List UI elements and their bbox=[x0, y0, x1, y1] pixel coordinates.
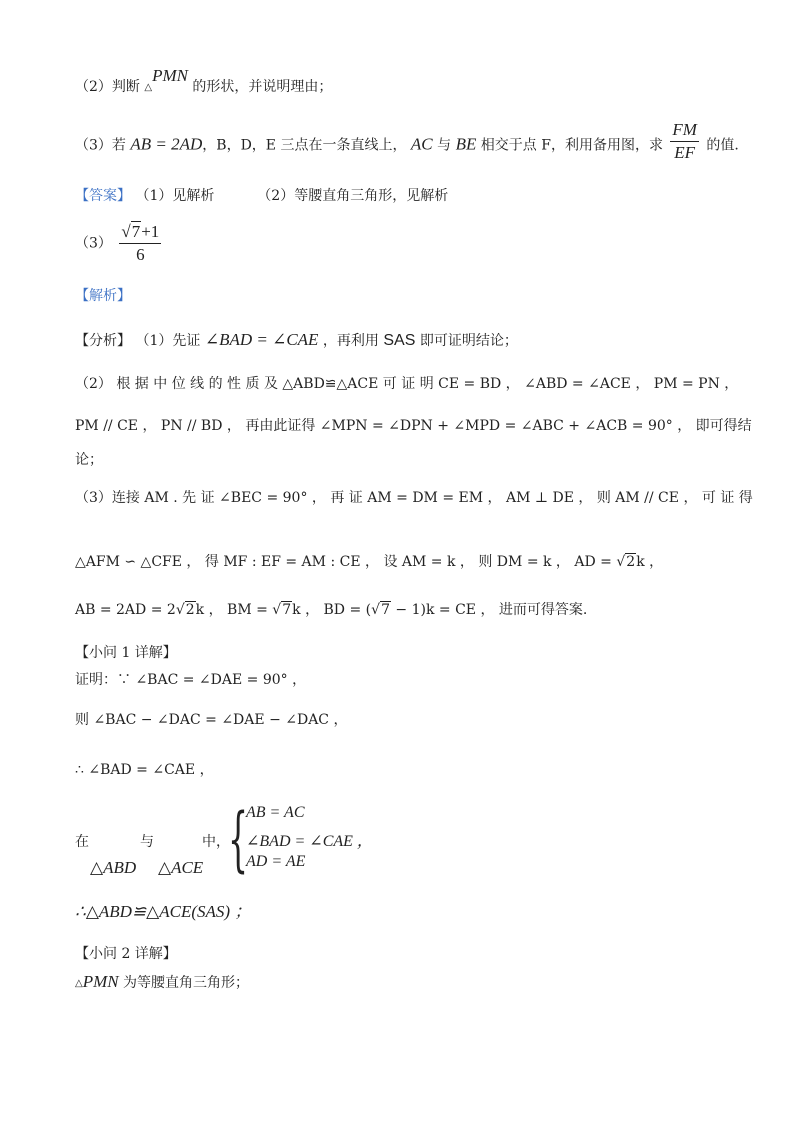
sub2-line bbox=[75, 972, 249, 994]
left-brace-icon: { bbox=[228, 798, 249, 880]
sub1-step-3-text: ∴ ∠BAD = ∠CAE ， bbox=[75, 762, 214, 778]
para2-line-2 bbox=[75, 416, 752, 436]
sub1-step-2-text: 则 ∠BAC − ∠DAC = ∠DAE − ∠DAC ， bbox=[75, 712, 348, 728]
triangle-icon: △ bbox=[144, 82, 153, 93]
fenxi-text-1: （1）先证 bbox=[135, 333, 201, 349]
q3-frac-num: FM bbox=[670, 120, 699, 142]
question-3 bbox=[75, 120, 739, 167]
answer-part-3 bbox=[75, 222, 164, 265]
system-row-1: AB = AC bbox=[246, 804, 305, 821]
q3-text-3: 相交于点 F，利用备用图，求 bbox=[480, 137, 663, 154]
para3-text-3d: − 1)k = CE ， 进而可得答案. bbox=[390, 602, 588, 618]
q3-be: BE bbox=[455, 134, 477, 154]
fenxi-math: ∠BAD = ∠CAE bbox=[204, 330, 319, 349]
fenxi-line bbox=[75, 330, 518, 351]
q2-text: 的形状，并说明理由； bbox=[192, 79, 333, 95]
fenxi-tag: 【分析】 bbox=[75, 333, 131, 349]
sqrt-radicand: 2 bbox=[185, 602, 195, 618]
triangle-icon: △ bbox=[75, 978, 83, 989]
answer-part-2: （2）等腰直角三角形，见解析 bbox=[257, 188, 449, 204]
sub2-text: 为等腰直角三角形； bbox=[123, 975, 250, 991]
answer-part-3-number: （3） bbox=[75, 235, 112, 252]
q3-text-2: 与 bbox=[437, 137, 452, 154]
q3-text-1: ，B，D，E 三点在一条直线上， bbox=[202, 137, 407, 154]
sub1-tag-text: 【小问 1 详解】 bbox=[75, 645, 177, 661]
answer-line bbox=[75, 186, 448, 206]
sub1-zai bbox=[75, 832, 89, 852]
para2-text-1: （2） 根 据 中 位 线 的 性 质 及 △ABD≌△ACE 可 证 明 CE = BD ， ∠ABD = ∠ACE ， PM = PN ， bbox=[75, 376, 739, 392]
sub1-step-3 bbox=[75, 760, 214, 780]
sub1-step-2 bbox=[75, 710, 347, 730]
sub1-tag bbox=[75, 643, 177, 663]
answer-part-1: （1）见解析 bbox=[135, 188, 215, 204]
frac-num-tail: +1 bbox=[141, 222, 160, 241]
analysis-tag-text: 【解析】 bbox=[75, 288, 131, 304]
sqrt-radicand: 7 bbox=[381, 602, 390, 618]
system-row-3: AD = AE bbox=[246, 853, 306, 870]
equation-system bbox=[226, 798, 373, 880]
para2-line-1 bbox=[75, 374, 738, 394]
sub2-tag bbox=[75, 944, 177, 964]
para2-text-2: PM // CE ， PN // BD ， 再由此证得 ∠MPN = ∠DPN + ∠MPD = ∠ABC + ∠ACB = 90° ， 即可得结 bbox=[75, 418, 752, 434]
fenxi-text-2: ，再利用 bbox=[322, 333, 379, 349]
sqrt-radicand: 7 bbox=[282, 602, 292, 618]
q2-number: （2）判断 bbox=[75, 79, 140, 95]
sub1-zhong-text: 中， bbox=[202, 834, 230, 850]
sub1-conclusion bbox=[75, 902, 251, 923]
q3-fraction bbox=[670, 120, 699, 163]
answer-frac-den: 6 bbox=[136, 245, 145, 264]
sub1-zai-text: 在 bbox=[75, 834, 89, 850]
sub2-tag-text: 【小问 2 详解】 bbox=[75, 946, 177, 962]
sub1-tri-2 bbox=[158, 858, 203, 878]
sub1-tri-2-text: △ACE bbox=[158, 858, 204, 877]
q3-ac: AC bbox=[410, 134, 433, 154]
sub1-proof-text: 证明：∵ ∠BAC = ∠DAE = 90° ， bbox=[75, 672, 307, 688]
fenxi-text-3: 即可证明结论； bbox=[419, 333, 518, 349]
q2-expr: PMN bbox=[152, 66, 188, 85]
para3-line-2: △AFM ∽ △CFE ， 得 MF : EF = AM : CE ， 设 AM = k ， 则 DM = k ， AD = √2k ， bbox=[75, 554, 664, 570]
question-2 bbox=[75, 66, 333, 98]
para3-line-1 bbox=[75, 488, 753, 508]
para3-text-2b: k ， bbox=[636, 554, 664, 570]
para3-text-1: （3）连接 AM . 先 证 ∠BEC = 90° ， 再 证 AM = DM = EM ， AM ⊥ DE ， 则 AM // CE ， 可 证 得 bbox=[75, 490, 753, 506]
para3-line-3: AB = 2AD = 2√2k ， BM = √7k ， BD = (√7 − 1)k = CE ， 进而可得答案. bbox=[75, 602, 588, 618]
q3-frac-den: EF bbox=[674, 143, 696, 162]
q3-number: （3）若 bbox=[75, 137, 126, 154]
para2-line-3 bbox=[75, 450, 103, 470]
sqrt-radicand: 2 bbox=[626, 554, 636, 570]
sub1-tri-1 bbox=[90, 858, 136, 878]
q3-condition: AB = 2AD bbox=[130, 134, 203, 154]
sub2-expr: PMN bbox=[82, 972, 119, 991]
para3-text-3a: AB = 2AD = 2 bbox=[75, 602, 176, 618]
sqrt-radicand: 7 bbox=[131, 222, 141, 241]
answer-tag: 【答案】 bbox=[75, 188, 131, 204]
para3-text-3c: k ， BD = ( bbox=[292, 602, 372, 618]
analysis-tag bbox=[75, 286, 131, 306]
answer-frac-num: √7+1 bbox=[119, 222, 161, 244]
para3-text-3b: k ， BM = bbox=[195, 602, 273, 618]
system-row-2: ∠BAD = ∠CAE ， bbox=[246, 833, 373, 850]
sub1-tri-1-text: △ABD bbox=[90, 858, 137, 877]
sub1-conclusion-text: ∴△ABD≌△ACE(SAS) ； bbox=[75, 902, 252, 921]
sub1-yu bbox=[140, 832, 154, 852]
para3-text-2a: △AFM ∽ △CFE ， 得 MF : EF = AM : CE ， 设 AM = k ， 则 DM = k ， AD = bbox=[75, 554, 617, 570]
answer-fraction bbox=[119, 222, 161, 265]
fenxi-sas: SAS bbox=[383, 332, 416, 349]
sub1-proof bbox=[75, 670, 306, 690]
para2-text-3: 论； bbox=[75, 452, 103, 468]
sub1-yu-text: 与 bbox=[140, 834, 154, 850]
q3-text-4: 的值. bbox=[706, 137, 739, 154]
